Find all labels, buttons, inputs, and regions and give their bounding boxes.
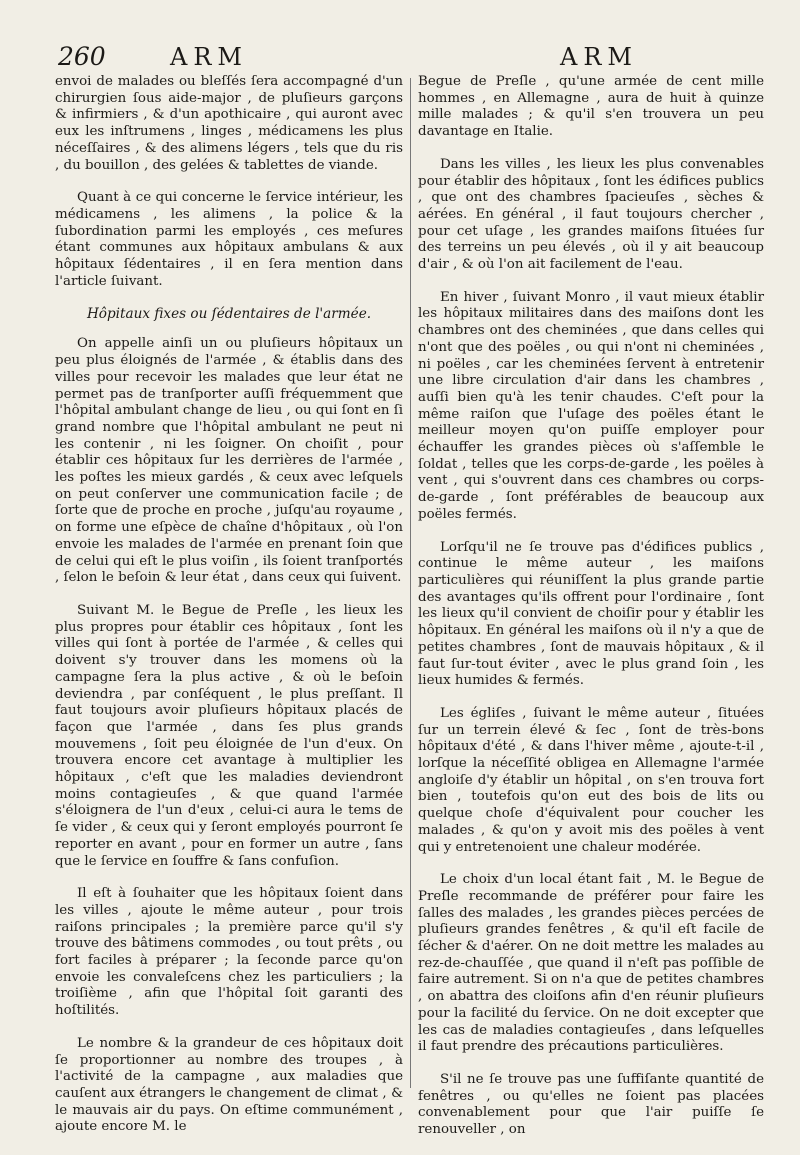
paragraph: Quant à ce qui concerne le ſervice intérieur, les médicamens , les alimens , la police & la ſubordination parmi les employés , ces meſures étant communes aux hôpitaux ambulans & aux hôpitaux ſédentaires , il en ſera mention dans l'article ſuivant. bbox=[55, 190, 403, 289]
right-column bbox=[418, 74, 764, 1155]
paragraph: On appelle ainſi un ou pluſieurs hôpitaux un peu plus éloignés de l'armée , & établis dans des villes pour recevoir les malades que leur état ne permet pas de tranſporter auſſi fréquemment que l'hôpital ambulant change de lieu , ou qui ſont en ſi grand nombre que l'hôpital ambulant ne peut ni les contenir , ni les ſoigner. On choiſit , pour établir ces hôpitaux ſur les derrières de l'armée , les poſtes les mieux gardés , & ceux avec leſquels on peut conſerver une communication facile ; de ſorte que de proche en proche , juſqu'au royaume , on forme une eſpèce de chaîne d'hôpitaux , où l'on envoie les malades de l'armée en prenant ſoin que de celui qui eſt le plus voiſin , ils ſoient tranſportés , ſelon le beſoin & leur état , dans ceux qui ſuivent. bbox=[55, 336, 403, 586]
column-divider bbox=[410, 78, 411, 1088]
paragraph: Le choix d'un local étant fait , M. le Begue de Preſle recommande de préférer pour faire les ſalles des malades , les grandes pièces percées de pluſieurs grandes fenêtres , & qu'il eſt facile de ſécher & d'aérer. On ne doit mettre les malades au rez-de-chauſſée , que quand il n'eſt pas poſſible de faire autrement. Si on n'a que de petites chambres , on abattra des cloiſons afin d'en réunir pluſieurs pour la facilité du ſervice. On ne doit excepter que les cas de maladies contagieuſes , dans leſquelles il faut prendre des précautions particulières. bbox=[418, 872, 764, 1055]
paragraph: Il eſt à ſouhaiter que les hôpitaux ſoient dans les villes , ajoute le même auteur , pour trois raiſons principales ; la première parce qu'il s'y trouve des bâtimens commodes , ou tout prêts , ou fort faciles à préparer ; la ſeconde parce qu'on envoie les convaleſcens chez les particuliers ; la troiſième , afin que l'hôpital ſoit garanti des hoſtilités. bbox=[55, 886, 403, 1019]
paragraph: Lorſqu'il ne ſe trouve pas d'édifices publics , continue le même auteur , les maiſons particulières qui réuniſſent la plus grande partie des avantages qu'ils offrent pour l'ordinaire , ſont les lieux qu'il convient de choiſir pour y établir les hôpitaux. En général les maiſons où il n'y a que de petites chambres , ſont de mauvais hôpitaux , & il faut ſur-tout éviter , avec le plus grand ſoin , les lieux humides & fermés. bbox=[418, 539, 764, 689]
left-column bbox=[55, 74, 403, 1152]
paragraph: Le nombre & la grandeur de ces hôpitaux doit ſe proportionner au nombre des troupes , à l'activité de la campagne , aux maladies que cauſent aux étrangers le changement de climat , & le mauvais air du pays. On eſtime communément , ajoute encore M. le bbox=[55, 1035, 403, 1135]
running-head-left: ARM bbox=[170, 43, 248, 71]
page-number: 260 bbox=[58, 42, 106, 71]
paragraph: En hiver , ſuivant Monro , il vaut mieux établir les hôpitaux militaires dans des maiſons dont les chambres ont des cheminées , que dans celles qui n'ont que des poëles , ou qui n'ont ni cheminées , ni poëles , car les cheminées ſervent à entretenir une libre circulation d'air dans les chambres , auſſi bien qu'à les tenir chaudes. C'eſt pour la même raiſon que l'uſage des poëles étant le meilleur moyen qu'on puiſſe employer pour échauffer les grandes pièces où s'aſſemble le ſoldat , telles que les corps-de-garde , les poëles à vent , qui s'ouvrent dans ces chambres ou corps-de-garde , ſont préférables de beaucoup aux poëles fermés. bbox=[418, 289, 764, 522]
paragraph: Begue de Preſle , qu'une armée de cent mille hommes , en Allemagne , aura de huit à quinze mille malades ; & qu'il s'en trouvera un peu davantage en Italie. bbox=[418, 74, 764, 140]
paragraph: S'il ne ſe trouve pas une ſuffiſante quantité de fenêtres , ou qu'elles ne ſoient pas placées convenablement pour que l'air puiſſe ſe renouveller , on bbox=[418, 1071, 764, 1138]
paragraph: envoi de malades ou bleſſés ſera accompagné d'un chirurgien ſous aide-major , de pluſieurs garçons & infirmiers , & d'un apothicaire , qui auront avec eux les inſtrumens , linges , médicamens les plus néceſſaires , & des alimens légers , tels que du ris , du bouillon , des gelées & tablettes de viande. bbox=[55, 74, 403, 173]
paragraph: Suivant M. le Begue de Preſle , les lieux les plus propres pour établir ces hôpitaux , ſont les villes qui ſont à portée de l'armée , & celles qui doivent s'y trouver dans les momens où la campagne ſera la plus active , & où le beſoin deviendra , par conſéquent , le plus preſſant. Il faut toujours avoir pluſieurs hôpitaux placés de façon que l'armée , dans ſes plus grands mouvemens , ſoit peu éloignée de l'un d'eux. On trouvera encore cet avantage à multiplier les hôpitaux , c'eſt que les maladies deviendront moins contagieuſes , & que quand l'armée s'éloignera de l'un d'eux , celui-ci aura le tems de ſe vider , & ceux qui y ſeront employés pourront ſe reporter en avant , pour en former un autre , ſans que le ſervice en ſouffre & ſans confuſion. bbox=[55, 602, 403, 869]
running-head-right: ARM bbox=[560, 43, 638, 71]
page-header bbox=[0, 38, 800, 78]
section-heading: Hôpitaux fixes ou ſédentaires de l'armée. bbox=[86, 306, 372, 323]
paragraph: Dans les villes , les lieux les plus convenables pour établir des hôpitaux , ſont les édifices publics , que ont des chambres ſpacieuſes , sèches & aérées. En général , il faut toujours chercher , pour cet uſage , les grandes maiſons ſituées ſur des terreins un peu élevés , où il y ait beaucoup d'air , & où l'on ait facilement de l'eau. bbox=[418, 156, 764, 273]
paragraph: Les égliſes , ſuivant le même auteur , ſituées ſur un terrein élevé & ſec , ſont de très-bons hôpitaux d'été , & dans l'hiver même , ajoute-t-il , lorſque la néceſſité obligea en Allemagne l'armée angloiſe d'y établir un hôpital , on s'en trouva fort bien , toutefois qu'on eut des bois de lits ou quelque choſe d'équivalent pour coucher les malades , & qu'on y avoit mis des poëles à vent qui y entretenoient une chaleur modérée. bbox=[418, 705, 764, 855]
